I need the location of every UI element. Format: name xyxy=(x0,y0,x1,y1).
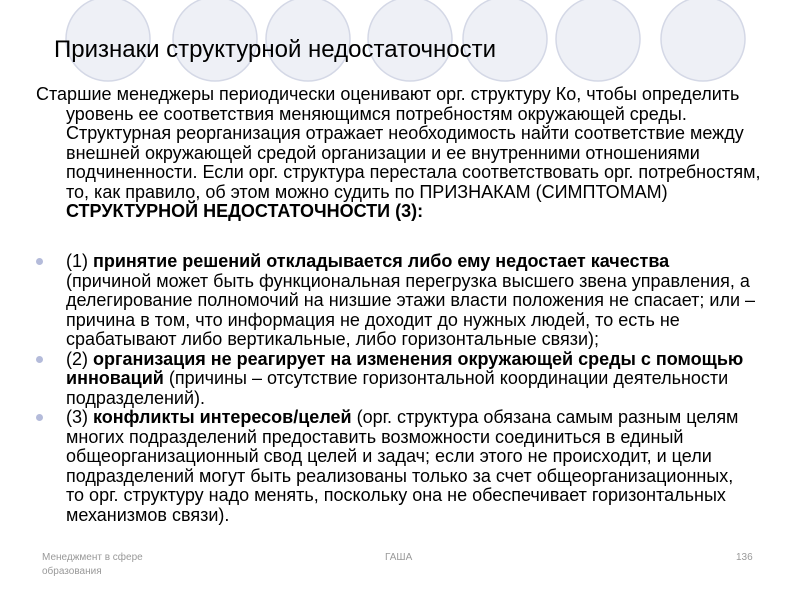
list-item xyxy=(36,350,756,409)
circle-decoration-7 xyxy=(661,0,745,81)
circle-decoration-6 xyxy=(556,0,640,81)
list-item xyxy=(36,408,756,525)
item-bold-text: принятие решений откладывается либо ему недостает качества xyxy=(93,251,670,271)
bullet-dot-icon xyxy=(36,414,43,421)
item-text: (причины – отсутствие горизонтальной координации деятельности подразделений). xyxy=(66,368,729,408)
intro-term: СТРУКТУРНОЙ НЕДОСТАТОЧНОСТИ (3): xyxy=(66,201,424,221)
item-number: (2) xyxy=(66,348,93,369)
item-text: (орг. структура обязана самым разным целям многих подразделений предоставить возможности соединиться в единый общеорганизационный свод целей и задач; если этого не происходит, и цели подразделений могут быть реализованы только за счет общеорганизационных, то орг. структуру надо менять, поскольку она не обеспечивает горизонтальных механизмов связи). xyxy=(66,407,739,525)
intro-text: Старшие менеджеры периодически оценивают орг. структуру Ко, чтобы определить уровень ее соответствия меняющимся потребностям окружающей среды. Структурная реорганизация отражает необходимость найти соответствие между внешней окружающей средой организации и ее внутренними отношениями подчиненности. Если орг. структура перестала соответствовать орг. потребностям, то, как правило, об этом можно судить по ПРИЗНАКАМ (СИМПТОМАМ) xyxy=(36,84,761,202)
bullet-dot-icon xyxy=(36,356,43,363)
item-number: (3) xyxy=(66,407,93,427)
item-text: (причиной может быть функциональная перегрузка высшего звена управления, а делегирование полномочий на низшие этажи власти положения не спасает; или – причина в том, что информация не доходит до нужных людей, то есть не срабатывают либо вертикальные, либо горизонтальные связи); xyxy=(66,270,756,349)
item-bold-text: конфликты интересов/целей xyxy=(93,407,352,427)
item-number: (1) xyxy=(66,251,93,271)
footer-course: Менеджмент в сфере образования xyxy=(42,552,143,577)
footer-author: ГАША xyxy=(385,552,413,563)
symptom-list xyxy=(36,252,756,525)
slide-title: Признаки структурной недостаточности xyxy=(54,36,497,63)
slide-number: 136 xyxy=(736,552,753,563)
item-bold-text: организация не реагирует на изменения окружающей среды с помощью инноваций xyxy=(66,348,744,388)
intro-paragraph xyxy=(36,85,786,222)
bullet-dot-icon xyxy=(36,258,43,265)
list-item xyxy=(36,252,756,350)
